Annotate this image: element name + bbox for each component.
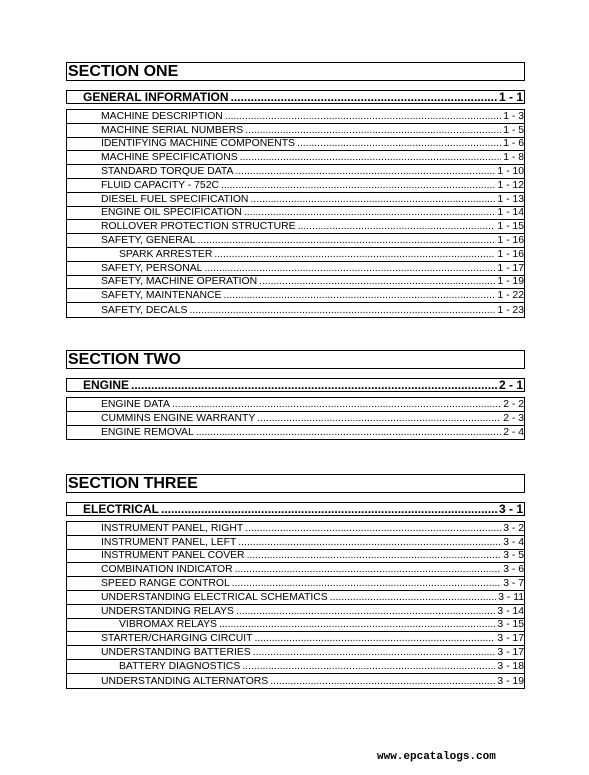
toc-entry[interactable] xyxy=(67,303,524,317)
toc-entry[interactable] xyxy=(67,124,524,138)
entry-page: 3 - 14 xyxy=(497,605,524,617)
leader-dots xyxy=(330,592,496,604)
entry-page: 1 - 19 xyxy=(497,276,524,288)
leader-dots xyxy=(196,427,501,439)
chapter-heading[interactable] xyxy=(66,502,525,516)
chapter-label: ENGINE xyxy=(83,378,130,392)
toc-entry[interactable] xyxy=(67,179,524,193)
chapter-heading[interactable] xyxy=(66,378,525,392)
leader-dots xyxy=(232,578,501,590)
leader-dots xyxy=(259,276,495,288)
leader-dots xyxy=(270,676,495,688)
toc-entry[interactable] xyxy=(67,151,524,165)
entry-label: ENGINE DATA xyxy=(101,398,170,410)
footer-url[interactable]: www.epcatalogs.com xyxy=(377,751,496,763)
leader-dots xyxy=(253,647,496,659)
entry-label: INSTRUMENT PANEL COVER xyxy=(101,550,245,562)
leader-dots xyxy=(131,379,497,391)
entry-label: UNDERSTANDING RELAYS xyxy=(101,605,234,617)
entry-page: 1 - 22 xyxy=(497,290,524,302)
entry-page: 3 - 4 xyxy=(503,536,524,548)
toc-entry[interactable] xyxy=(67,605,524,619)
entry-list xyxy=(66,521,525,689)
entry-label: SAFETY, GENERAL xyxy=(101,234,196,246)
entry-label: INSTRUMENT PANEL, LEFT xyxy=(101,536,237,548)
entry-label: COMBINATION INDICATOR xyxy=(101,564,233,576)
leader-dots xyxy=(161,503,497,515)
entry-page: 3 - 2 xyxy=(503,522,524,534)
leader-dots xyxy=(189,305,495,317)
leader-dots xyxy=(245,523,501,535)
chapter-label: GENERAL INFORMATION xyxy=(83,90,229,104)
toc-entry[interactable] xyxy=(67,412,524,426)
entry-label: IDENTIFYING MACHINE COMPONENTS xyxy=(101,138,295,150)
entry-page: 1 - 6 xyxy=(503,138,524,150)
entry-label: SPARK ARRESTER xyxy=(119,248,213,260)
entry-label: VIBROMAX RELAYS xyxy=(119,619,217,631)
entry-page: 1 - 14 xyxy=(497,207,524,219)
chapter-label: ELECTRICAL xyxy=(83,502,159,516)
leader-dots xyxy=(219,619,495,631)
toc-entry[interactable] xyxy=(67,591,524,605)
toc-entry[interactable] xyxy=(67,522,524,536)
toc-entry[interactable] xyxy=(67,165,524,179)
entry-label: STANDARD TORQUE DATA xyxy=(101,165,234,177)
toc-entry[interactable] xyxy=(67,262,524,276)
leader-dots xyxy=(198,235,496,247)
toc-entry[interactable] xyxy=(67,138,524,152)
entry-page: 1 - 17 xyxy=(497,262,524,274)
leader-dots xyxy=(172,399,501,411)
entry-page: 1 - 16 xyxy=(497,234,524,246)
entry-label: SAFETY, DECALS xyxy=(101,304,188,316)
entry-page: 3 - 17 xyxy=(497,646,524,658)
entry-label: UNDERSTANDING ALTERNATORS xyxy=(101,675,269,687)
entry-label: BATTERY DIAGNOSTICS xyxy=(119,660,241,672)
entry-page: 1 - 10 xyxy=(497,165,524,177)
leader-dots xyxy=(238,537,501,549)
entry-label: CUMMINS ENGINE WARRANTY xyxy=(101,412,256,424)
entry-page: 1 - 5 xyxy=(503,124,524,136)
entry-list xyxy=(66,397,525,440)
section-title: SECTION ONE xyxy=(66,62,525,81)
entry-label: MACHINE SPECIFICATIONS xyxy=(101,152,238,164)
toc-entry[interactable] xyxy=(67,646,524,660)
entry-page: 3 - 7 xyxy=(503,577,524,589)
entry-page: 1 - 16 xyxy=(497,248,524,260)
leader-dots xyxy=(240,152,502,164)
leader-dots xyxy=(257,413,501,425)
leader-dots xyxy=(250,194,495,206)
section-three xyxy=(66,474,525,689)
entry-label: FLUID CAPACITY - 752C xyxy=(101,179,219,191)
toc-entry[interactable] xyxy=(67,536,524,550)
entry-page: 1 - 15 xyxy=(497,221,524,233)
toc-entry[interactable] xyxy=(67,563,524,577)
leader-dots xyxy=(236,606,495,618)
entry-list xyxy=(66,109,525,318)
leader-dots xyxy=(223,290,495,302)
leader-dots xyxy=(225,111,501,123)
entry-page: 3 - 19 xyxy=(497,675,524,687)
toc-entry[interactable] xyxy=(67,398,524,412)
leader-dots xyxy=(214,249,495,261)
chapter-heading[interactable] xyxy=(66,90,525,104)
leader-dots xyxy=(242,661,495,673)
leader-dots xyxy=(235,564,502,576)
entry-label: MACHINE DESCRIPTION xyxy=(101,110,223,122)
entry-label: SAFETY, MACHINE OPERATION xyxy=(101,276,258,288)
entry-page: 3 - 11 xyxy=(498,591,524,603)
toc-entry[interactable] xyxy=(67,234,524,248)
toc-entry[interactable] xyxy=(67,577,524,591)
section-one xyxy=(66,62,525,318)
toc-entry[interactable] xyxy=(67,289,524,303)
leader-dots xyxy=(221,180,495,192)
leader-dots xyxy=(235,166,495,178)
chapter-page: 3 - 1 xyxy=(498,502,523,516)
entry-page: 3 - 5 xyxy=(503,550,524,562)
entry-page: 1 - 23 xyxy=(497,304,524,316)
entry-page: 2 - 2 xyxy=(503,398,524,410)
toc-entry[interactable] xyxy=(67,193,524,207)
entry-page: 3 - 15 xyxy=(497,619,524,631)
leader-dots xyxy=(298,221,496,233)
entry-label: UNDERSTANDING ELECTRICAL SCHEMATICS xyxy=(101,591,328,603)
section-two xyxy=(66,350,525,440)
entry-label: UNDERSTANDING BATTERIES xyxy=(101,646,251,658)
toc-entry[interactable] xyxy=(67,660,524,674)
entry-label: ENGINE REMOVAL xyxy=(101,427,194,439)
entry-page: 1 - 12 xyxy=(497,179,524,191)
toc-entry[interactable] xyxy=(67,619,524,633)
entry-label: SAFETY, MAINTENANCE xyxy=(101,290,222,302)
leader-dots xyxy=(254,633,495,645)
entry-label: SPEED RANGE CONTROL xyxy=(101,577,230,589)
toc-entry[interactable] xyxy=(67,248,524,262)
entry-page: 2 - 4 xyxy=(503,427,524,439)
leader-dots xyxy=(247,550,502,562)
section-title: SECTION THREE xyxy=(66,474,525,493)
toc-entry[interactable] xyxy=(67,550,524,564)
toc-entry[interactable] xyxy=(67,632,524,646)
toc-entry[interactable] xyxy=(67,426,524,440)
entry-label: INSTRUMENT PANEL, RIGHT xyxy=(101,522,244,534)
entry-page: 1 - 13 xyxy=(497,193,524,205)
leader-dots xyxy=(297,138,501,150)
leader-dots xyxy=(204,263,495,275)
entry-label: SAFETY, PERSONAL xyxy=(101,262,203,274)
leader-dots xyxy=(245,125,501,137)
entry-label: MACHINE SERIAL NUMBERS xyxy=(101,124,244,136)
entry-page: 3 - 6 xyxy=(503,564,524,576)
toc-entry[interactable] xyxy=(67,674,524,688)
chapter-page: 2 - 1 xyxy=(498,378,523,392)
toc-entry[interactable] xyxy=(67,110,524,124)
entry-label: STARTER/CHARGING CIRCUIT xyxy=(101,633,253,645)
entry-page: 2 - 3 xyxy=(503,412,524,424)
entry-page: 1 - 8 xyxy=(503,152,524,164)
leader-dots xyxy=(244,207,496,219)
entry-page: 1 - 3 xyxy=(503,110,524,122)
entry-label: ENGINE OIL SPECIFICATION xyxy=(101,207,242,219)
leader-dots xyxy=(231,91,497,103)
toc-entry[interactable] xyxy=(67,276,524,290)
section-title: SECTION TWO xyxy=(66,350,525,369)
entry-page: 3 - 17 xyxy=(497,633,524,645)
entry-label: DIESEL FUEL SPECIFICATION xyxy=(101,193,249,205)
entry-label: ROLLOVER PROTECTION STRUCTURE xyxy=(101,221,296,233)
toc-entry[interactable] xyxy=(67,220,524,234)
toc-entry[interactable] xyxy=(67,207,524,221)
chapter-page: 1 - 1 xyxy=(498,90,523,104)
entry-page: 3 - 18 xyxy=(497,660,524,672)
